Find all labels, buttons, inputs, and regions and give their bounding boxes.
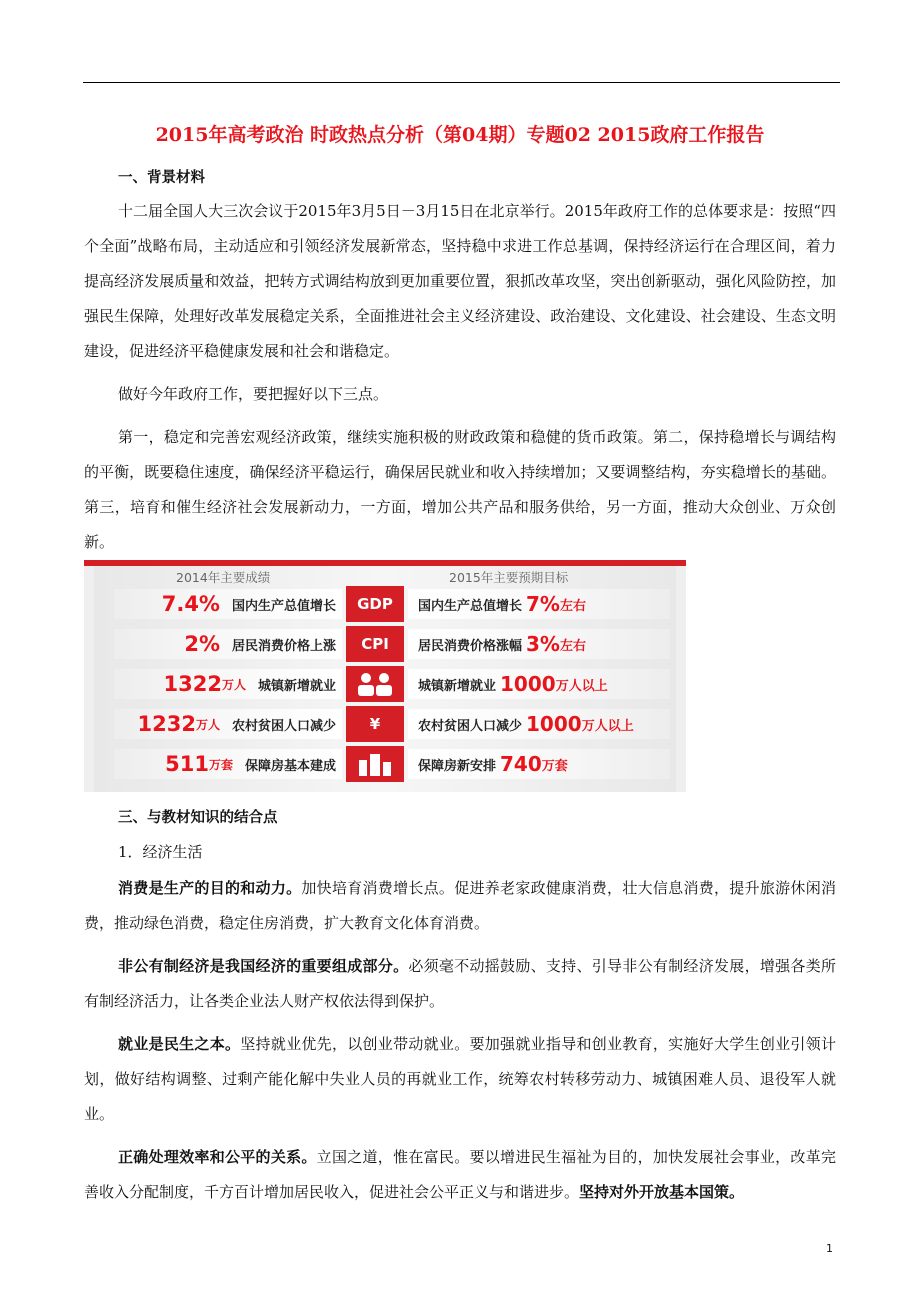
piggy-bank-icon: ¥: [346, 706, 404, 742]
left-value: 7.4%: [161, 592, 220, 616]
left-value: 511: [165, 752, 209, 776]
left-label: 国内生产总值增长: [231, 598, 336, 614]
right-value: 3%: [526, 632, 560, 656]
knowledge-point: [84, 949, 836, 1019]
infographic-left-cell: [114, 749, 342, 779]
knowledge-point: [84, 1140, 836, 1210]
right-value: 1000: [500, 672, 556, 696]
left-unit: 万人: [195, 717, 220, 732]
right-label: 农村贫困人口减少: [418, 718, 523, 734]
left-label: 城镇新增就业: [257, 678, 336, 694]
infographic-right-cell: [408, 589, 670, 619]
knowledge-point-text: 加快培育消费增长点。促进养老家政健康消费，壮大信息消费，提升旅游休闲消费，推动绿色消费，稳定住房消费，扩大教育文化体育消费。: [84, 879, 836, 932]
infographic-right-cell: [408, 629, 670, 659]
right-label: 城镇新增就业: [418, 678, 497, 694]
right-label: 保障房新安排: [418, 758, 497, 774]
left-value: 2%: [184, 632, 220, 656]
paragraph-background: [84, 194, 836, 560]
paragraph-text: 第一，稳定和完善宏观经济政策，继续实施积极的财政政策和稳健的货币政策。第二，保持稳增长与调结构的平衡，既要稳住速度，确保经济平稳运行，确保居民就业和收入持续增加；又要调整结构，夯实稳增长的基础。第三，培育和催生经济社会发展新动力，一方面，增加公共产品和服务供给，另一方面，推动大众创业、万众创新。: [84, 428, 836, 551]
subsection-heading-economy: 1．经济生活: [118, 843, 203, 861]
right-unit: 左右: [559, 638, 586, 654]
knowledge-point: [84, 1027, 836, 1132]
left-label: 居民消费价格上涨: [231, 638, 336, 654]
people-icon: [346, 666, 404, 702]
left-unit: 万套: [208, 757, 233, 772]
right-value: 7%: [526, 592, 560, 616]
document-title: 2015年高考政治 时政热点分析（第04期）专题02 2015政府工作报告: [155, 124, 765, 146]
infographic-right-header: 2015年主要预期目标: [449, 570, 569, 585]
knowledge-point-bold: 就业是民生之本。: [118, 1035, 241, 1053]
knowledge-point-text: 坚持就业优先，以创业带动就业。要加强就业指导和创业教育，实施好大学生创业引领计划，做好结构调整、过剩产能化解中失业人员的再就业工作，统筹农村转移劳动力、城镇困难人员、退役军人就业。: [84, 1035, 836, 1123]
section-heading-background: 一、背景材料: [118, 170, 205, 186]
left-unit: 万人: [221, 677, 246, 692]
infographic-left-cell: [114, 629, 342, 659]
knowledge-point-bold: 消费是生产的目的和动力。: [118, 879, 302, 897]
right-value: 740: [500, 752, 542, 776]
right-label: 国内生产总值增长: [418, 598, 523, 614]
paragraph-text: 做好今年政府工作，要把握好以下三点。: [118, 385, 389, 403]
infographic-right-cell: [408, 709, 670, 739]
left-label: 保障房基本建成: [244, 758, 336, 774]
knowledge-point-bold-end: 坚持对外开放基本国策。: [579, 1183, 745, 1201]
infographic-left-header: 2014年主要成绩: [176, 570, 271, 585]
right-unit: 万套: [541, 758, 568, 774]
infographic-row: [84, 746, 686, 782]
housing-icon: [346, 746, 404, 782]
infographic-right-cell: [408, 749, 670, 779]
right-unit: 万人以上: [581, 718, 634, 734]
gdp-icon: GDP: [346, 586, 404, 622]
page-number: 1: [826, 1242, 833, 1255]
infographic-row: [84, 666, 686, 702]
people-icon-svg: [353, 670, 397, 698]
right-label: 居民消费价格涨幅: [418, 638, 523, 654]
infographic-right-cell: [408, 669, 670, 699]
section-heading-textbook: 三、与教材知识的结合点: [118, 810, 278, 826]
knowledge-point-bold: 正确处理效率和公平的关系。: [118, 1148, 317, 1166]
infographic-panel: [84, 560, 686, 792]
left-value: 1322: [163, 672, 222, 696]
knowledge-point-text: 立国之道，惟在富民。要以增进民生福祉为目的，加快发展社会事业，改革完善收入分配制度，千方百计增加居民收入，促进社会公平正义与和谐进步。: [84, 1148, 836, 1201]
cpi-icon: CPI: [346, 626, 404, 662]
header-rule: [83, 82, 840, 83]
knowledge-point-text: 必须毫不动摇鼓励、支持、引导非公有制经济发展，增强各类所有制经济活力，让各类企业法人财产权依法得到保护。: [84, 957, 836, 1010]
housing-icon-svg: [353, 750, 397, 778]
infographic-row: [84, 626, 686, 662]
paragraph-text: 十二届全国人大三次会议于2015年3月5日－3月15日在北京举行。2015年政府工作的总体要求是：按照“四个全面”战略布局，主动适应和引领经济发展新常态，坚持稳中求进工作总基调，保持经济运行在合理区间，着力提高经济发展质量和效益，把转方式调结构放到更加重要位置，狠抓改革攻坚，突出创新驱动，强化风险防控，加强民生保障，处理好改革发展稳定关系，全面推进社会主义经济建设、政治建设、文化建设、社会建设、生态文明建设，促进经济平稳健康发展和社会和谐稳定。: [84, 202, 836, 360]
knowledge-point-bold: 非公有制经济是我国经济的重要组成部分。: [118, 957, 409, 975]
knowledge-points: [84, 871, 836, 1210]
infographic-left-cell: [114, 589, 342, 619]
infographic-row: [84, 706, 686, 742]
right-value: 1000: [526, 712, 582, 736]
infographic-left-cell: [114, 709, 342, 739]
left-label: 农村贫困人口减少: [231, 718, 336, 734]
infographic-left-cell: [114, 669, 342, 699]
knowledge-point: [84, 871, 836, 941]
right-unit: 万人以上: [555, 678, 608, 694]
right-unit: 左右: [559, 598, 586, 614]
infographic-row: [84, 586, 686, 622]
left-value: 1232: [137, 712, 196, 736]
